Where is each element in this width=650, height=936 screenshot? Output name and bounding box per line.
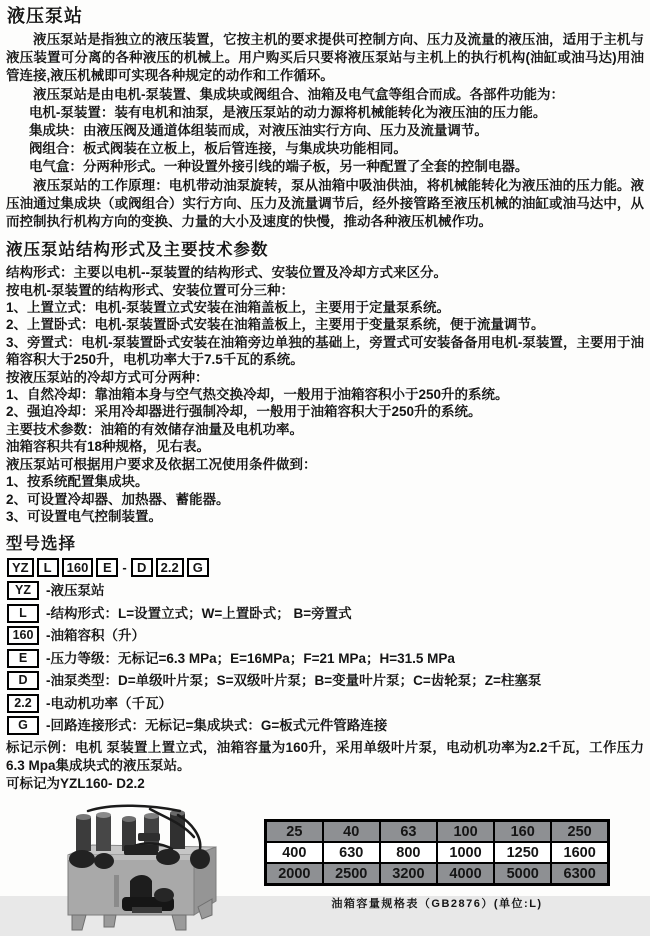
legend-desc: -油泵类型：D=单级叶片泵；S=双级叶片泵；B=变量叶片泵；C=齿轮泵；Z=柱塞泵 [46,673,542,689]
structure-line: 3、旁置式：电机-泵装置卧式安装在油箱旁边单独的基础上，旁置式可安装备备用电机-泵装置，主要用于油箱容积大于250升，电机功率大于7.5千瓦的系统。 [6,334,644,368]
intro-paragraph-1: 液压泵站是指独立的液压装置，它按主机的要求提供可控制方向、压力及流量的液压油，适用于主机与液压装置可分离的各种液压的机械上。用户购买后只要将液压泵站与主机上的执行机构(油缸或油马达)用油管连接,液压机械即可实现各种规定的动作和工作循环。 [6,32,644,84]
model-code-dash: - [122,560,127,576]
structure-line: 按液压泵站的冷却方式可分两种： [6,369,209,385]
model-legend-row [7,716,644,735]
legend-code: D [7,671,39,690]
capacity-cell: 1250 [494,842,551,863]
working-principle-paragraph [6,177,644,232]
capacity-cell: 40 [323,821,380,843]
legend-desc: -液压泵站 [46,583,105,599]
capacity-cell: 630 [323,842,380,863]
model-code-segment: E [96,558,118,577]
intro-paragraph-2: 液压泵站是由电机-泵装置、集成块或阀组合、油箱及电气盒等组合而成。各部件功能为： [33,86,564,102]
structure-line: 2、强迫冷却：采用冷却器进行强制冷却，一般用于油箱容积大于250升的系统。 [6,404,482,420]
working-principle-text: 电机带动油泵旋转，泵从油箱中吸油供油，将机械能转化为液压油的压力能。液压油通过集成块（或阀组合）实行方向、压力及流量调节后，经外接管路至液压机械的油缸或油马达中，从而控制执行机构方向的变换、力量的大小及速度的快慢，推动各种液压机械作功。 [6,177,645,230]
pump-station-photo-illustration [52,803,224,931]
model-code-segment: YZ [7,558,34,577]
structure-line: 1、上置立式：电机-泵装置立式安装在油箱盖板上，主要用于定量泵系统。 [6,300,451,316]
component-text: 装有电机和油泵，是液压泵站的动力源将机械能转化为液压油的压力能。 [114,104,547,120]
capacity-cell: 3200 [380,863,437,885]
legend-code: 2.2 [7,694,39,713]
model-legend-row [7,604,644,623]
component-label: 集成块： [28,123,83,139]
capacity-cell: 25 [266,821,323,843]
table-row [266,821,609,843]
model-legend-row [7,581,644,600]
table-caption: 油箱容量规格表（GB2876）(单位:L) [331,898,543,911]
structure-section [6,264,644,525]
capacity-cell: 5000 [494,863,551,885]
capacity-cell: 6300 [551,863,608,885]
model-code-segment: 160 [62,558,94,577]
component-text: 分两种形式。一种设置外接引线的端子板，另一种配置了全套的控制电器。 [82,159,529,175]
component-line-valve-combo [6,140,644,158]
component-text: 板式阀装在立板上，板后管连接，与集成块功能相同。 [82,141,407,157]
structure-line: 液压泵站可根据用户要求及依据工况使用条件做到： [6,456,317,472]
legend-code: G [7,716,39,735]
capacity-cell: 250 [551,821,608,843]
component-label: 电机-泵装置： [28,104,115,120]
pump-station-photo [52,803,224,936]
marking-example: 标记示例：电机 泵装置上置立式，油箱容量为160升，采用单级叶片泵，电动机功率为2.2千瓦，工作压力6.3 Mpa集成块式的液压泵站。 [6,739,644,774]
model-code-segment: G [187,558,209,577]
table-row [266,842,609,863]
structure-line: 2、可设置冷却器、加热器、蓄能器。 [6,491,230,507]
component-label: 电气盒： [28,159,83,175]
legend-desc: -油箱容积（升） [46,628,145,644]
section-title-structure: 液压泵站结构形式及主要技术参数 [6,241,269,260]
structure-line: 油箱容积共有18种规格，见右表。 [6,439,211,455]
structure-line: 按电机-泵装置的结构形式、安装位置可分三种： [6,282,294,298]
capacity-cell: 160 [494,821,551,843]
component-text: 由液压阀及通道体组装而成，对液压油实行方向、压力及流量调节。 [82,123,488,139]
page-title: 液压泵站 [7,6,83,26]
capacity-table-block [264,803,610,911]
legend-desc: -结构形式：L=设置立式；W=上置卧式； B=旁置式 [46,605,352,621]
section-title-model-selection: 型号选择 [6,535,76,554]
capacity-cell: 63 [380,821,437,843]
legend-code: 160 [7,626,39,645]
capacity-cell: 2500 [323,863,380,885]
legend-desc: -电动机功率（千瓦） [46,695,172,711]
structure-line: 1、自然冷却：靠油箱本身与空气热交换冷却，一般用于油箱容积小于250升的系统。 [6,387,509,403]
legend-code: L [7,604,39,623]
model-code-segment: D [131,558,153,577]
legend-desc: -回路连接形式：无标记=集成块式：G=板式元件管路连接 [46,718,388,734]
capacity-cell: 800 [380,842,437,863]
component-line-motor-pump [6,104,644,122]
structure-line: 结构形式：主要以电机--泵装置的结构形式、安装位置及冷却方式来区分。 [6,265,447,281]
capacity-cell: 400 [266,842,323,863]
capacity-cell: 1000 [437,842,494,863]
capacity-cell: 100 [437,821,494,843]
capacity-cell: 1600 [551,842,608,863]
structure-line: 2、上置卧式：电机-泵装置卧式安装在油箱盖板上，主要用于变量泵系统，便于流量调节。 [6,317,545,333]
structure-line: 3、可设置电气控制装置。 [6,508,163,524]
marking-example-result: 可标记为YZL160- D2.2 [6,776,145,792]
component-line-electric-box [6,158,644,176]
legend-desc: -压力等级：无标记=6.3 MPa；E=16MPa；F=21 MPa；H=31.5 MPa [46,650,455,666]
capacity-cell: 2000 [266,863,323,885]
model-legend-row [7,694,644,713]
model-legend-row [7,671,644,690]
model-code-segment: 2.2 [156,558,184,577]
component-label: 阀组合： [28,141,83,157]
structure-line: 1、按系统配置集成块。 [6,474,149,490]
model-code-segment: L [37,558,59,577]
bottom-section [6,803,644,936]
structure-line: 主要技术参数：油箱的有效储存油量及电机功率。 [6,421,303,437]
legend-code: E [7,649,39,668]
table-row [266,863,609,885]
working-principle-label: 液压泵站的工作原理： [33,177,169,193]
model-legend-row [7,649,644,668]
component-line-manifold [6,122,644,140]
legend-code: YZ [7,581,39,600]
model-code-row [7,558,644,577]
model-legend-row [7,626,644,645]
tank-capacity-table [264,819,610,886]
capacity-cell: 4000 [437,863,494,885]
